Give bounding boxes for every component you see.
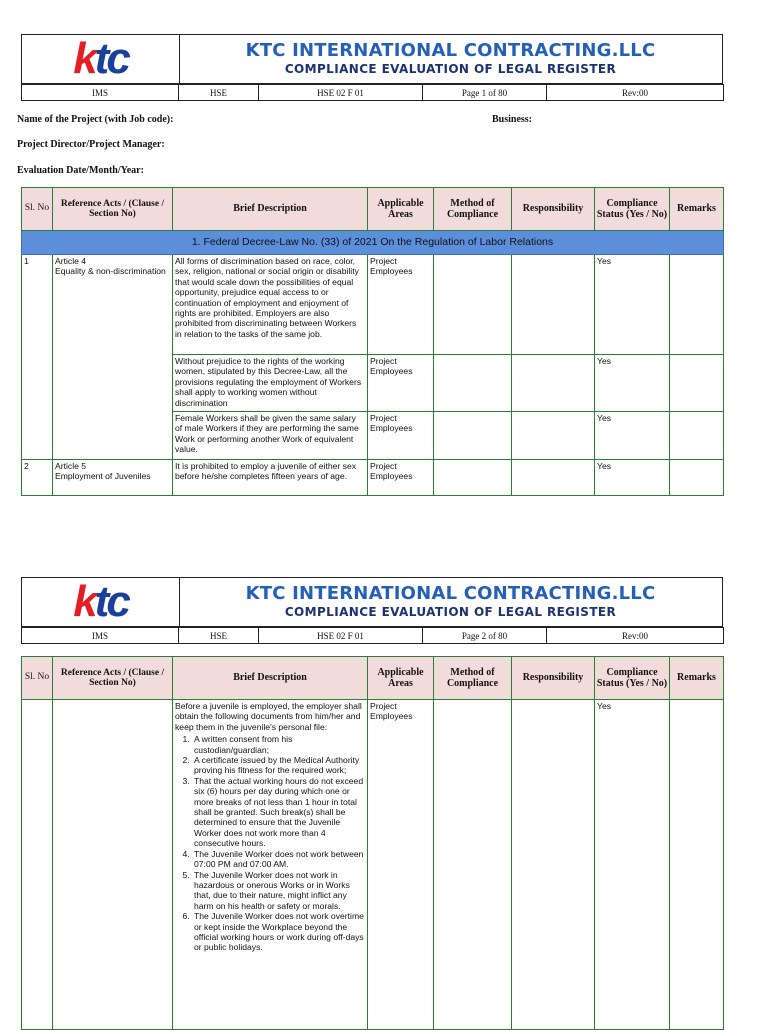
project-director-label: Project Director/Project Manager: <box>17 139 165 150</box>
col-reference: Reference Acts / (Clause / Section No) <box>53 657 173 700</box>
col-method: Method of Compliance <box>434 657 512 700</box>
row-method <box>434 255 512 355</box>
col-sl-no: Sl. No <box>22 188 53 231</box>
table-row <box>22 460 724 496</box>
row-method <box>434 412 512 460</box>
row-remarks <box>670 255 724 355</box>
row-responsibility <box>512 700 595 1030</box>
col-areas: Applicable Areas <box>368 188 434 231</box>
company-logo: k tc <box>22 35 180 83</box>
list-item: 5. The Juvenile Worker does not work in hazardous or onerous Works or in Works that, due to their nature, might inflict any harm on his health or safety or morals. <box>192 870 365 912</box>
list-item: 1. A written consent from his custodian/guardian; <box>192 734 365 755</box>
evaluation-date-label: Evaluation Date/Month/Year: <box>17 165 144 176</box>
row-areas: Project Employees <box>368 460 434 496</box>
table-header-row <box>22 188 724 231</box>
row-responsibility <box>512 460 595 496</box>
section-heading-row <box>22 231 724 255</box>
col-responsibility: Responsibility <box>512 657 595 700</box>
row-remarks <box>670 412 724 460</box>
row-responsibility <box>512 255 595 355</box>
legal-register-table <box>21 187 724 496</box>
row-status: Yes <box>595 460 670 496</box>
meta-rev: Rev:00 <box>547 628 724 644</box>
row-description-intro: Before a juvenile is employed, the employer shall obtain the following documents from him/her and keep them in the juvenile's personal file: <box>175 701 362 732</box>
document-header <box>21 34 723 84</box>
row-remarks <box>670 355 724 412</box>
meta-page: Page 1 of 80 <box>423 85 547 101</box>
company-logo: k tc <box>22 578 180 626</box>
document-header <box>21 577 723 627</box>
table-header-row <box>22 657 724 700</box>
meta-rev: Rev:00 <box>547 85 724 101</box>
row-description: It is prohibited to employ a juvenile of either sex before he/she completes fifteen years of age. <box>173 460 368 496</box>
page-1 <box>17 34 723 504</box>
row-description: Female Workers shall be given the same salary of male Workers if they are performing the same Work or performing another Work of equivalent value. <box>173 412 368 460</box>
row-status: Yes <box>595 255 670 355</box>
col-remarks: Remarks <box>670 188 724 231</box>
meta-dept: HSE <box>179 628 259 644</box>
row-status: Yes <box>595 700 670 1030</box>
list-item: 2. A certificate issued by the Medical Authority proving his fitness for the required work; <box>192 755 365 776</box>
col-description: Brief Description <box>173 188 368 231</box>
col-sl-no: Sl. No <box>22 657 53 700</box>
row-remarks <box>670 460 724 496</box>
page-2 <box>21 577 723 1024</box>
meta-page: Page 2 of 80 <box>423 628 547 644</box>
business-label: Business: <box>492 114 533 125</box>
row-responsibility <box>512 355 595 412</box>
row-method <box>434 355 512 412</box>
company-name: KTC INTERNATIONAL CONTRACTING.LLC <box>245 40 656 61</box>
list-item: 4. The Juvenile Worker does not work between 07:00 PM and 07:00 AM. <box>192 849 365 870</box>
table-row <box>22 255 724 355</box>
row-responsibility <box>512 412 595 460</box>
col-status: Compliance Status (Yes / No) <box>595 188 670 231</box>
row-reference <box>53 700 173 1030</box>
row-method <box>434 700 512 1030</box>
col-method: Method of Compliance <box>434 188 512 231</box>
row-remarks <box>670 700 724 1030</box>
row-areas: Project Employees <box>368 412 434 460</box>
company-name: KTC INTERNATIONAL CONTRACTING.LLC <box>245 583 656 604</box>
col-responsibility: Responsibility <box>512 188 595 231</box>
meta-code: HSE 02 F 01 <box>259 85 423 101</box>
project-name-label: Name of the Project (with Job code): <box>17 114 174 125</box>
row-status: Yes <box>595 355 670 412</box>
row-sl: 2 <box>22 460 53 496</box>
document-meta-row <box>21 627 724 644</box>
list-item: 6. The Juvenile Worker does not work overtime or kept inside the Workplace beyond the official working hours or work during off-days or public holidays. <box>192 911 365 953</box>
document-title: COMPLIANCE EVALUATION OF LEGAL REGISTER <box>284 62 617 76</box>
list-item: 3. That the actual working hours do not exceed six (6) hours per day during which one or more breaks of not less than 1 hour in total shall be granted. Such break(s) shall be determined to ensure that the Juvenile Worker does not work more than 4 consecutive hours. <box>192 776 365 849</box>
requirements-list <box>175 734 365 953</box>
row-description: All forms of discrimination based on race, color, sex, religion, national or social origin or disability that would scale down the possibilities of equal opportunity, prejudice equal access to or continuation of employment and enjoyment of rights are prohibited. Employers are also prohibited from discriminating between Workers in relation to the tasks of the same job. <box>173 255 368 355</box>
row-reference: Article 4 Equality & non-discrimination <box>53 255 173 460</box>
row-description: Without prejudice to the rights of the working women, stipulated by this Decree-Law, all the provisions regulating the employment of Workers shall apply to working women without discrimination <box>173 355 368 412</box>
table-row <box>22 700 724 1030</box>
meta-system: IMS <box>22 85 179 101</box>
legal-register-table <box>21 656 724 1030</box>
col-reference: Reference Acts / (Clause / Section No) <box>53 188 173 231</box>
row-method <box>434 460 512 496</box>
section-title: 1. Federal Decree-Law No. (33) of 2021 On the Regulation of Labor Relations <box>22 231 724 255</box>
row-sl: 1 <box>22 255 53 460</box>
document-meta-row <box>21 84 724 101</box>
col-status: Compliance Status (Yes / No) <box>595 657 670 700</box>
meta-dept: HSE <box>179 85 259 101</box>
row-areas: Project Employees <box>368 355 434 412</box>
col-remarks: Remarks <box>670 657 724 700</box>
meta-system: IMS <box>22 628 179 644</box>
document-title: COMPLIANCE EVALUATION OF LEGAL REGISTER <box>284 605 617 619</box>
row-areas: Project Employees <box>368 255 434 355</box>
row-description <box>173 700 368 1030</box>
row-reference: Article 5 Employment of Juveniles <box>53 460 173 496</box>
row-sl <box>22 700 53 1030</box>
col-description: Brief Description <box>173 657 368 700</box>
row-status: Yes <box>595 412 670 460</box>
col-areas: Applicable Areas <box>368 657 434 700</box>
meta-code: HSE 02 F 01 <box>259 628 423 644</box>
row-areas: Project Employees <box>368 700 434 1030</box>
